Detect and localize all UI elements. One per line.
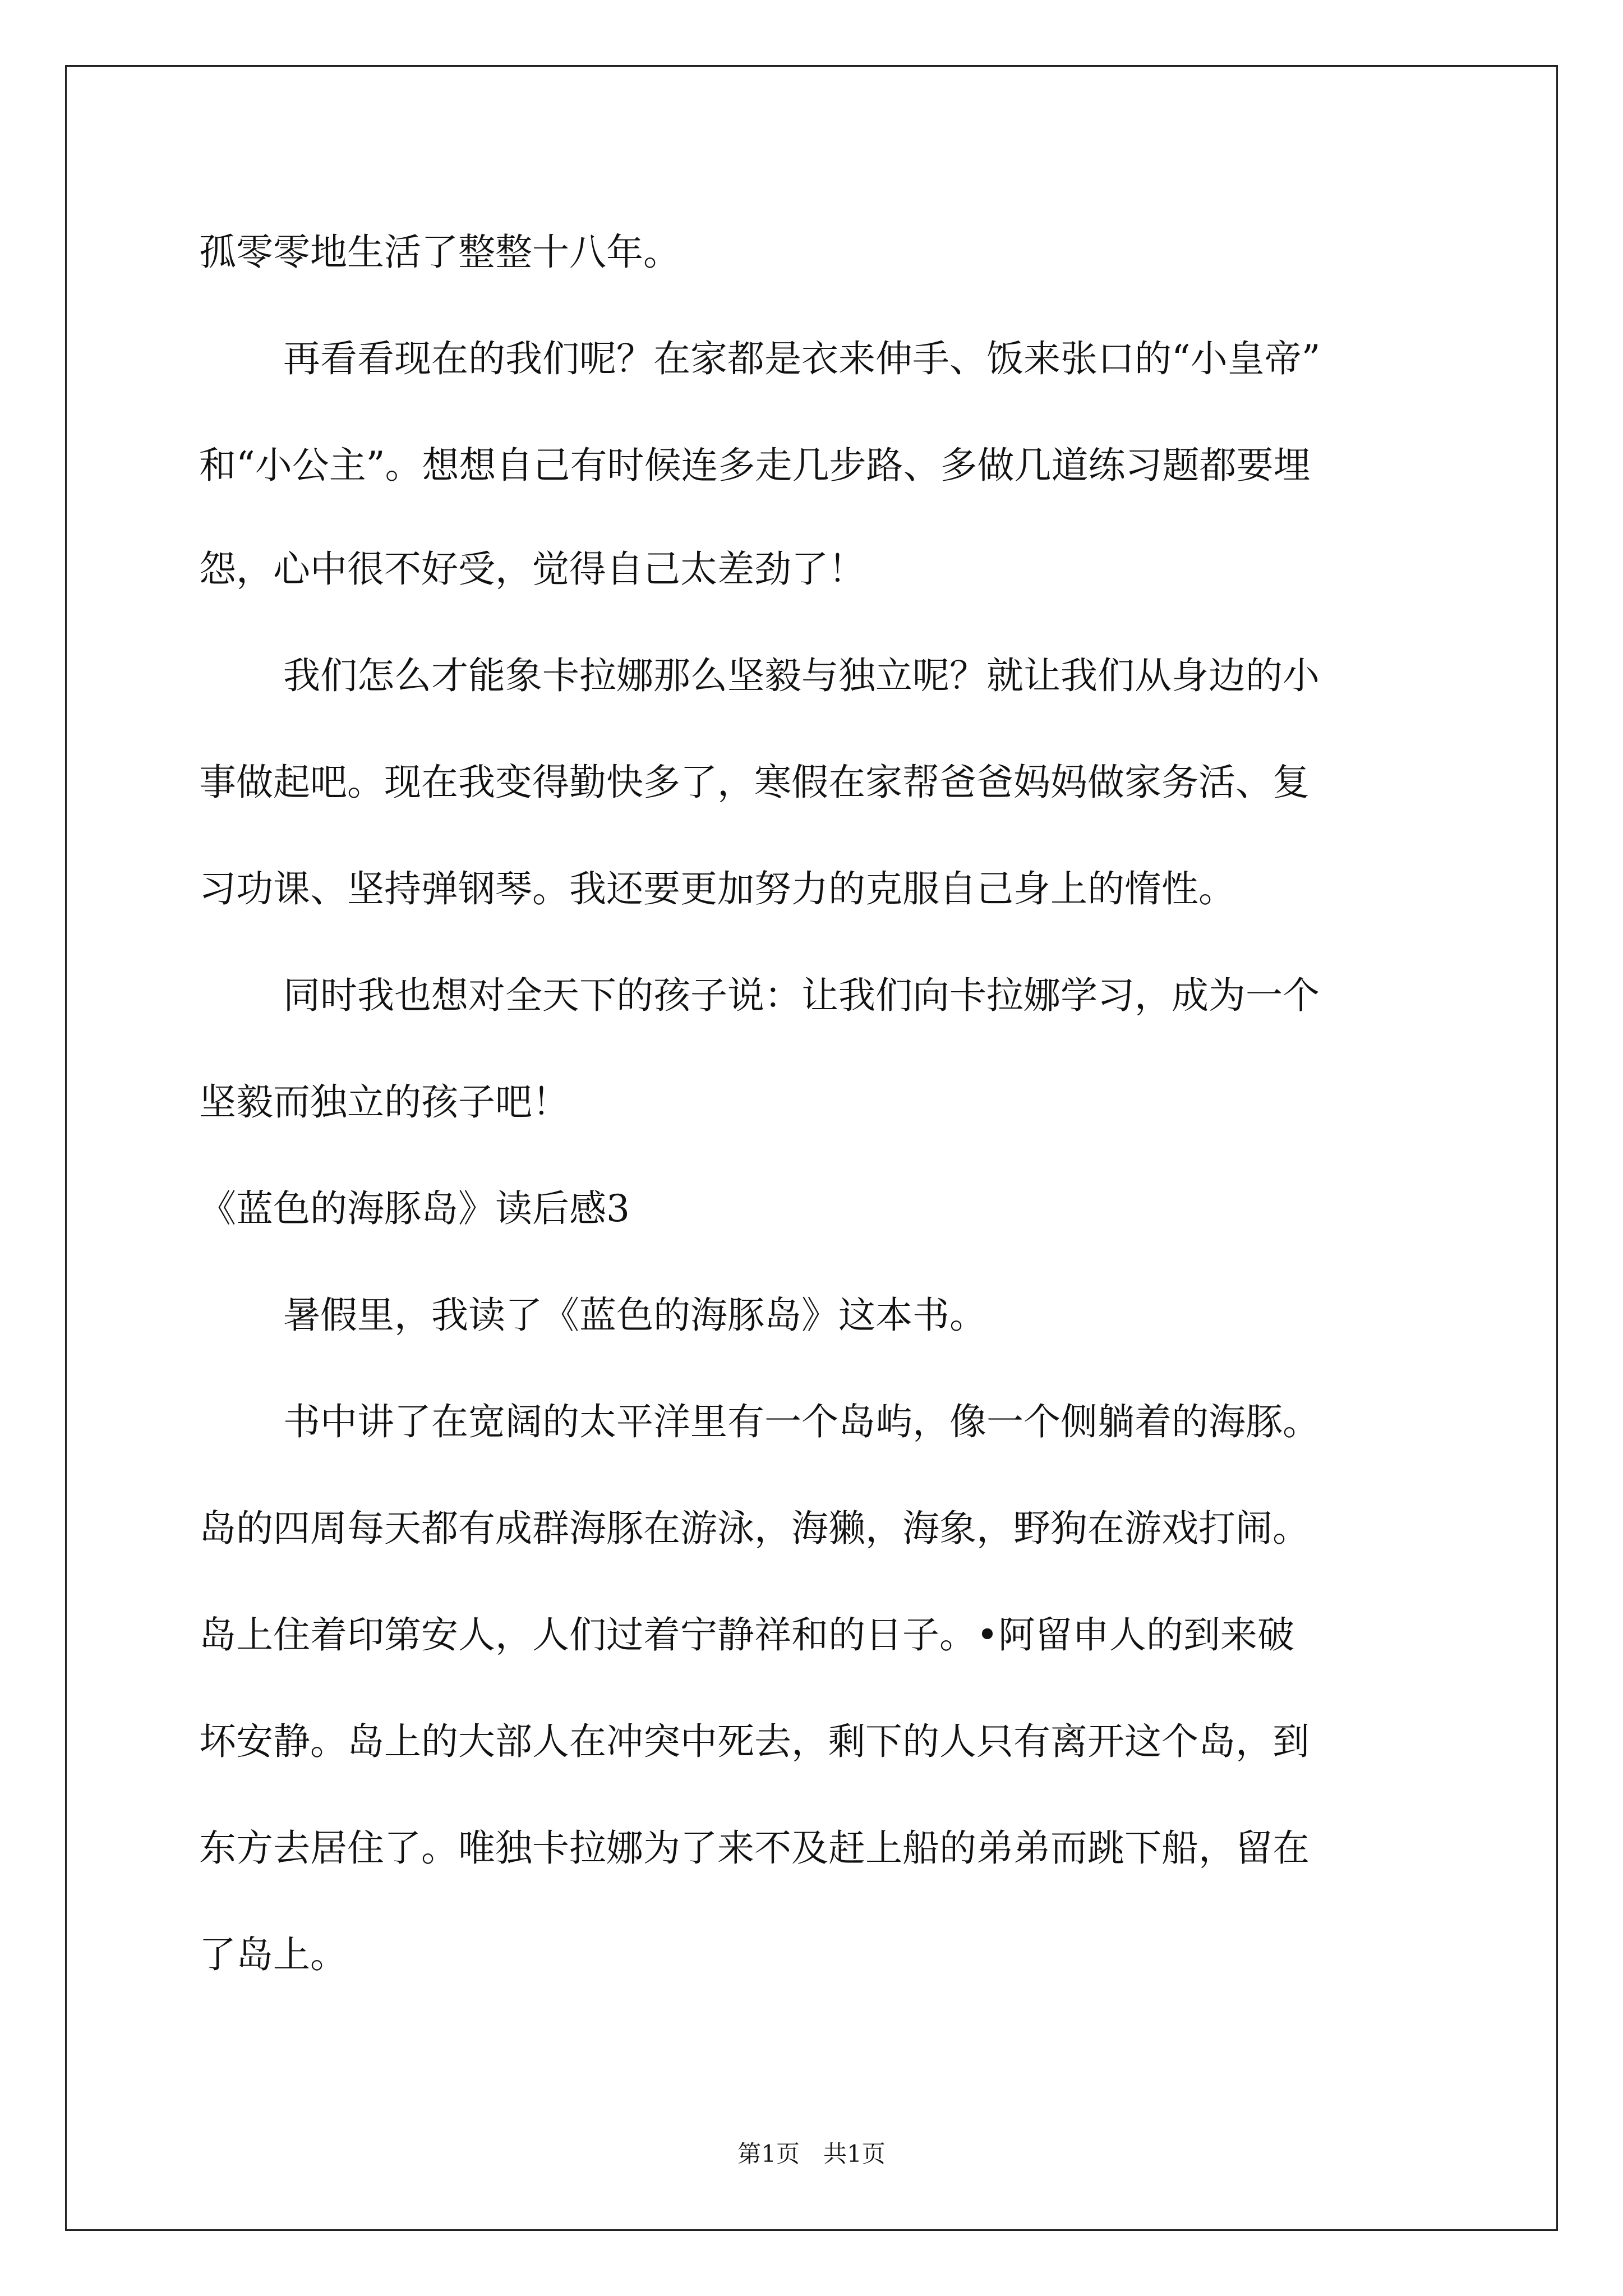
text-line: 岛上住着印第安人，人们过着宁静祥和的日子。•阿留申人的到来破 (199, 1613, 1294, 1657)
text-line: 坏安静。岛上的大部人在冲突中死去，剩下的人只有离开这个岛，到 (199, 1720, 1310, 1763)
text-line: 岛的四周每天都有成群海豚在游泳，海獭，海象，野狗在游戏打闹。 (199, 1507, 1310, 1550)
text-line: 了岛上。 (199, 1933, 347, 1976)
paragraph-start-line: 再看看现在的我们呢？在家都是衣来伸手、饭来张口的“小皇帝” (283, 337, 1321, 380)
text-line: 怨，心中很不好受，觉得自己太差劲了！ (199, 547, 865, 591)
paragraph-start-line: 暑假里，我读了《蓝色的海豚岛》这本书。 (283, 1294, 986, 1337)
paragraph-start-line: 我们怎么才能象卡拉娜那么坚毅与独立呢？就让我们从身边的小 (283, 654, 1320, 697)
paragraph-start-line: 同时我也想对全天下的孩子说：让我们向卡拉娜学习，成为一个 (283, 974, 1320, 1017)
text-line: 习功课、坚持弹钢琴。我还要更加努力的克服自己身上的惰性。 (199, 867, 1235, 910)
paragraph-start-line: 书中讲了在宽阔的太平洋里有一个岛屿，像一个侧躺着的海豚。 (283, 1400, 1320, 1443)
text-line: 和“小公主”。想想自己有时候连多走几步路、多做几道练习题都要埋 (199, 444, 1311, 487)
page-border (65, 65, 1558, 2231)
text-line: 孤零零地生活了整整十八年。 (199, 231, 680, 274)
text-line: 事做起吧。现在我变得勤快多了，寒假在家帮爸爸妈妈做家务活、复 (199, 761, 1310, 804)
text-line: 东方去居住了。唯独卡拉娜为了来不及赶上船的弟弟而跳下船，留在 (199, 1826, 1310, 1870)
page-number-footer: 第1页 共1页 (737, 2140, 886, 2168)
text-line: 坚毅而独立的孩子吧！ (199, 1080, 569, 1124)
section-heading: 《蓝色的海豚岛》读后感3 (199, 1187, 630, 1230)
